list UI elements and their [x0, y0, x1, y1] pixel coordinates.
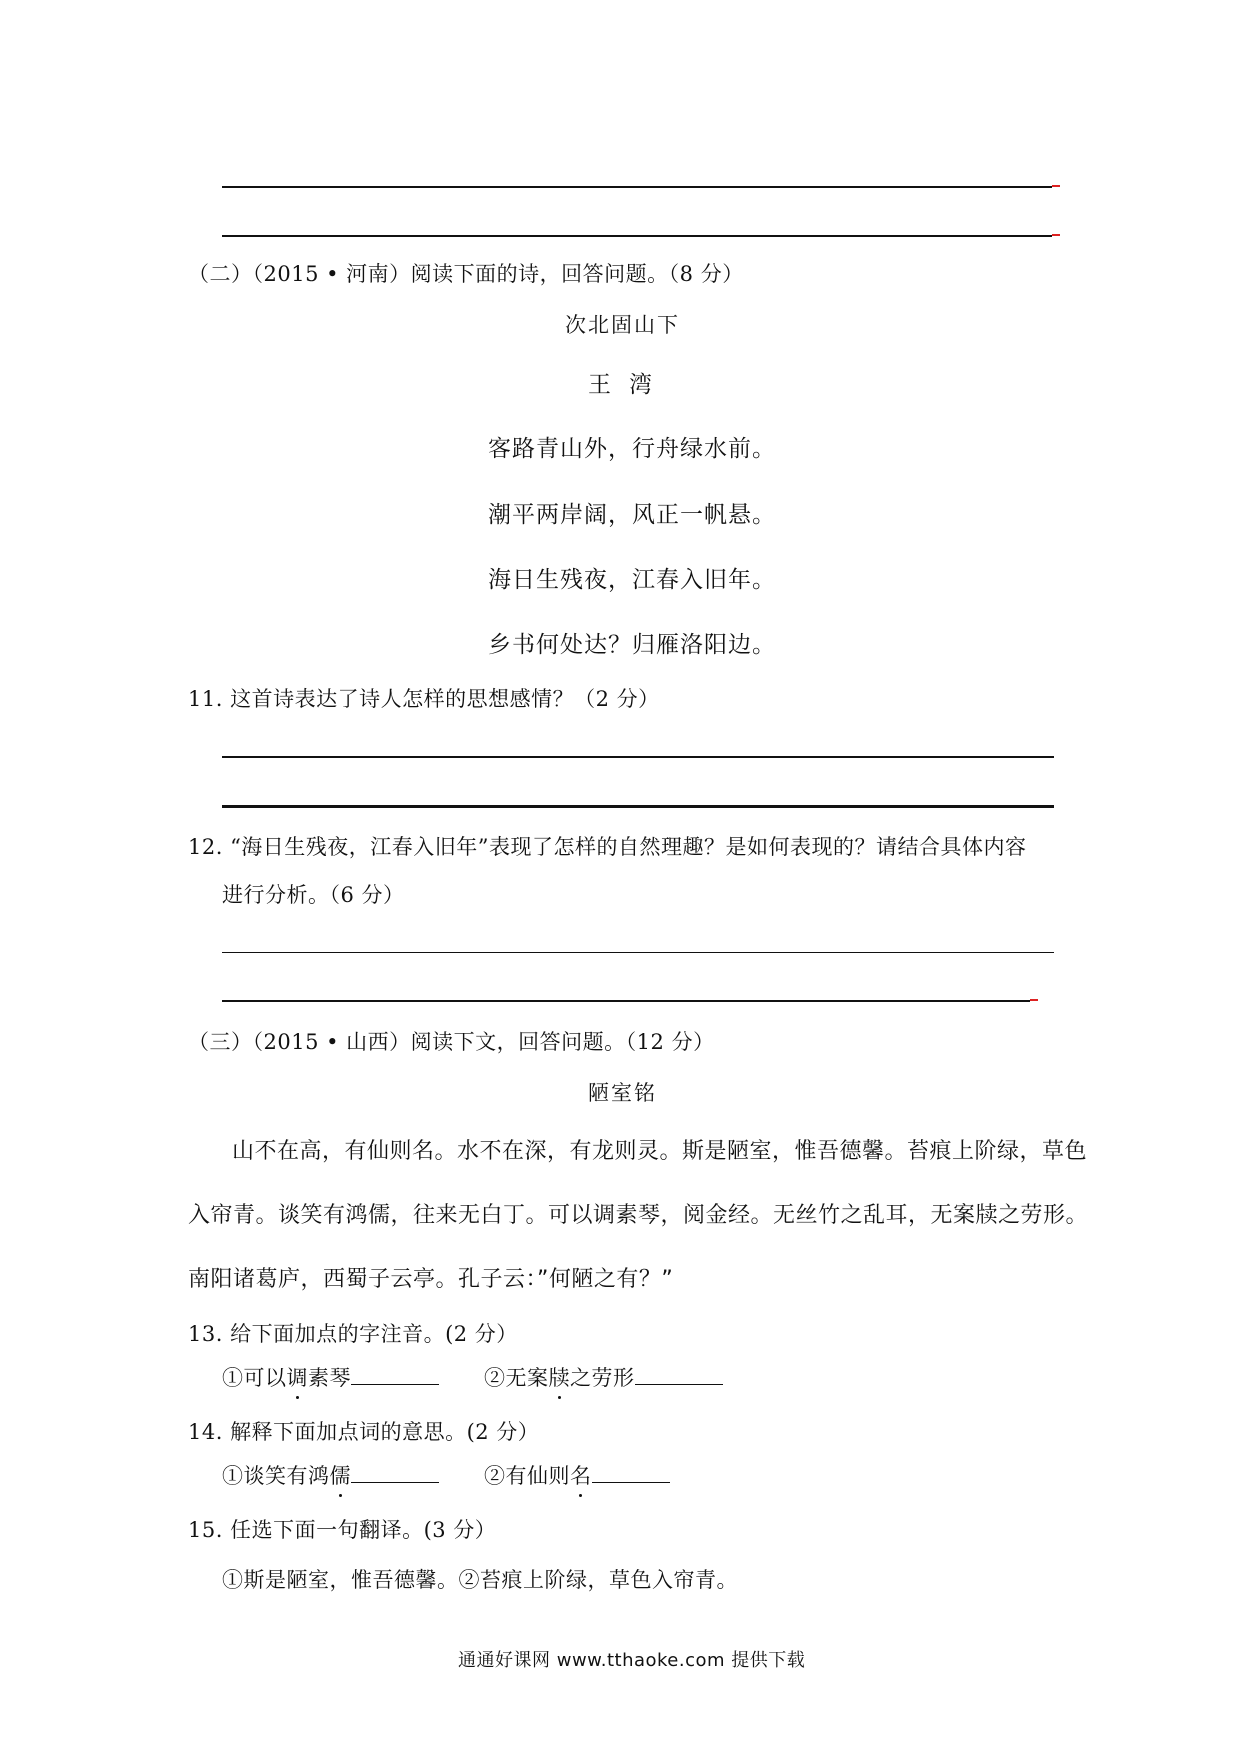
- poem-line: 乡书何处达？归雁洛阳边。: [488, 632, 776, 658]
- answer-line: [222, 756, 1054, 758]
- answer-line: [222, 805, 1054, 808]
- text-title: 陋室铭: [588, 1081, 657, 1105]
- answer-line: [222, 952, 1054, 953]
- answer-blank[interactable]: [351, 1464, 439, 1483]
- dotted-char: 牍: [549, 1362, 571, 1392]
- question-11: 11. 这首诗表达了诗人怎样的思想感情？（2 分）: [188, 687, 660, 711]
- red-tick-mark: [1052, 234, 1060, 236]
- dotted-char: 儒: [330, 1460, 352, 1490]
- dotted-char: 名: [570, 1460, 592, 1490]
- question-12-cont: 进行分析。（6 分）: [222, 883, 405, 907]
- poem-line: 潮平两岸阔，风正一帆悬。: [488, 502, 776, 528]
- q14-item-1: [222, 1460, 439, 1490]
- question-13: 13. 给下面加点的字注音。(2 分）: [188, 1322, 518, 1346]
- answer-blank[interactable]: [351, 1366, 439, 1385]
- item-text: 素琴: [308, 1366, 351, 1390]
- q15-text: ①斯是陋室，惟吾德馨。②苔痕上阶绿，草色入帘青。: [222, 1568, 738, 1592]
- q14-item-2: [484, 1460, 670, 1490]
- question-12: 12. “海日生残夜，江春入旧年”表现了怎样的自然理趣？是如何表现的？请结合具体内容: [188, 835, 1027, 859]
- q13-item-1: [222, 1362, 439, 1392]
- answer-line: [222, 235, 1052, 237]
- poem-line: 海日生残夜，江春入旧年。: [488, 567, 776, 593]
- prose-line: 南阳诸葛庐，西蜀子云亭。孔子云：”何陋之有？”: [188, 1267, 674, 1292]
- section2-header: （二）（2015 • 河南）阅读下面的诗，回答问题。（8 分）: [188, 262, 744, 286]
- answer-blank[interactable]: [635, 1366, 723, 1385]
- item-text: ①可以: [222, 1366, 287, 1390]
- section3-header: （三）（2015 • 山西）阅读下文，回答问题。（12 分）: [188, 1030, 715, 1054]
- q13-item-2: [484, 1362, 723, 1392]
- answer-line: [222, 1000, 1030, 1002]
- item-text: ②有仙则: [484, 1464, 570, 1488]
- poem-author: 王湾: [588, 372, 670, 398]
- page-footer: 通通好课网 www.tthaoke.com 提供下载: [458, 1650, 806, 1671]
- item-text: ②无案: [484, 1366, 549, 1390]
- prose-line: 山不在高，有仙则名。水不在深，有龙则灵。斯是陋室，惟吾德馨。苔痕上阶绿，草色: [232, 1139, 1088, 1164]
- dotted-char: 调: [287, 1362, 309, 1392]
- red-tick-mark: [1030, 999, 1038, 1001]
- red-tick-mark: [1052, 185, 1060, 187]
- answer-line: [222, 186, 1052, 188]
- item-text: ①谈笑有鸿: [222, 1464, 330, 1488]
- answer-blank[interactable]: [592, 1464, 670, 1483]
- poem-line: 客路青山外，行舟绿水前。: [488, 436, 776, 462]
- question-15: 15. 任选下面一句翻译。(3 分）: [188, 1518, 497, 1542]
- poem-title: 次北固山下: [565, 313, 680, 337]
- item-text: 之劳形: [570, 1366, 635, 1390]
- prose-line: 入帘青。谈笑有鸿儒，往来无白丁。可以调素琴，阅金经。无丝竹之乱耳，无案牍之劳形。: [188, 1203, 1089, 1228]
- question-14: 14. 解释下面加点词的意思。(2 分）: [188, 1420, 540, 1444]
